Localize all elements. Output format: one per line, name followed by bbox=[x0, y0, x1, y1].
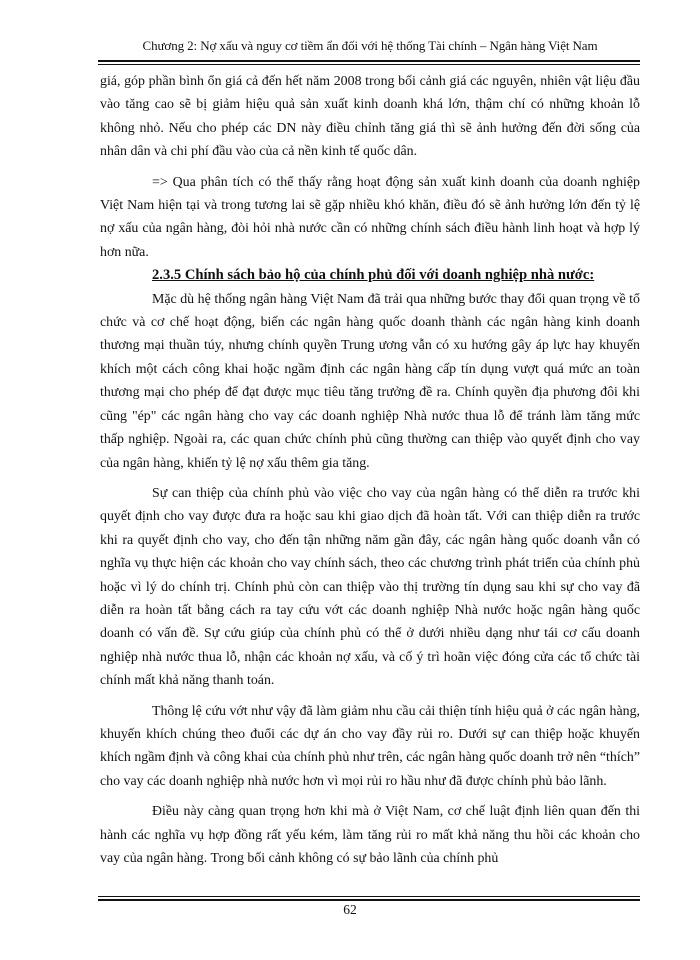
header-rule bbox=[98, 60, 640, 62]
paragraph-5: Thông lệ cứu vớt như vậy đã làm giảm nhu cầu cải thiện tính hiệu quả ở các ngân hàng, khuyến khích chúng theo đuổi các dự án cho vay đầy rủi ro. Dưới sự can thiệp hoặc khuyến khích ngầm định và công khai của chính phủ như trên, các ngân hàng quốc doanh trở nên “thích” cho vay các doanh nghiệp nhà nước hơn vì mọi rủi ro hầu như đã được chính phủ bảo lãnh. bbox=[100, 703, 640, 789]
section-heading: 2.3.5 Chính sách bảo hộ của chính phủ đối với doanh nghiệp nhà nước: bbox=[152, 267, 595, 284]
paragraph-2: => Qua phân tích có thể thấy rằng hoạt động sản xuất kinh doanh của doanh nghiệp Việt Nam hiện tại và trong tương lai sẽ gặp nhiều khó khăn, điều đó sẽ ảnh hưởng lớn đến tỷ lệ nợ xấu của ngân hàng, đòi hỏi nhà nước cần có những chính sách điều hành linh hoạt và hợp lý hơn nữa. bbox=[100, 174, 640, 260]
page-number: 62 bbox=[343, 902, 357, 917]
paragraph-3: Mặc dù hệ thống ngân hàng Việt Nam đã trải qua những bước thay đổi quan trọng về tổ chức và cơ chế hoạt động, biến các ngân hàng quốc doanh thành các ngân hàng kinh doanh thương mại thuần túy, nhưng chính quyền Trung ương vẫn có xu hướng gây áp lực hay khuyến khích một cách công khai hoặc ngầm định các ngân hàng cấp tín dụng vượt quá mức an toàn thương mại cho phép để đạt được mục tiêu tăng trưởng đề ra. Chính quyền địa phương đôi khi cũng "ép" các ngân hàng cho vay các doanh nghiệp Nhà nước thua lỗ để tránh làm tăng mức thấp nghiệp. Ngoài ra, các quan chức chính phủ cũng thường can thiệp vào quyết định cho vay của ngân hàng, khiến tỷ lệ nợ xấu thêm gia tăng. bbox=[100, 291, 640, 471]
paragraph-6: Điều này càng quan trọng hơn khi mà ở Việt Nam, cơ chế luật định liên quan đến thi hành các nghĩa vụ hợp đồng rất yếu kém, làm tăng rủi ro mất khả năng thu hồi các khoản cho vay của ngân hàng. Trong bối cảnh không có sự bảo lãnh của chính phủ bbox=[100, 804, 640, 866]
footer-rule-thin bbox=[98, 896, 640, 897]
page-body bbox=[100, 70, 640, 870]
running-header: Chương 2: Nợ xấu và nguy cơ tiềm ẩn đối với hệ thống Tài chính – Ngân hàng Việt Nam bbox=[142, 38, 598, 53]
footer-rule bbox=[98, 899, 640, 901]
paragraph-4: Sự can thiệp của chính phủ vào việc cho vay của ngân hàng có thể diễn ra trước khi quyết định cho vay được đưa ra hoặc sau khi giao dịch đã hoàn tất. Với can thiệp diễn ra trước khi ra quyết định cho vay, cho đến tận những năm gần đây, các ngân hàng quốc doanh vẫn có nghĩa vụ thực hiện các khoản cho vay chính sách, theo các chương trình phát triển của chính phủ hoặc vì lý do chính trị. Chính phủ còn can thiệp vào thị trường tín dụng sau khi sự cho vay đã diễn ra hoàn tất bằng cách ra tay cứu vớt các doanh nghiệp Nhà nước hoặc ngân hàng quốc doanh có vấn đề. Sự cứu giúp của chính phủ có thể ở dưới nhiều dạng như tái cơ cấu doanh nghiệp nhà nước thua lỗ, nhận các khoản nợ xấu, và cố ý trì hoãn việc đóng cửa các tổ chức tài chính mất khả năng thanh toán. bbox=[100, 485, 640, 689]
paragraph-1: giá, góp phần bình ổn giá cả đến hết năm 2008 trong bối cảnh giá các nguyên, nhiên vật liệu đầu vào tăng cao sẽ bị giảm hiệu quả sản xuất kinh doanh khá lớn, thậm chí có những khoản lỗ không nhỏ. Nếu cho phép các DN này điều chỉnh tăng giá thì sẽ ảnh hưởng đến đời sống của nhân dân và chi phí đầu vào của cả nền kinh tế quốc dân. bbox=[100, 74, 640, 160]
header-rule-thin bbox=[98, 64, 640, 65]
